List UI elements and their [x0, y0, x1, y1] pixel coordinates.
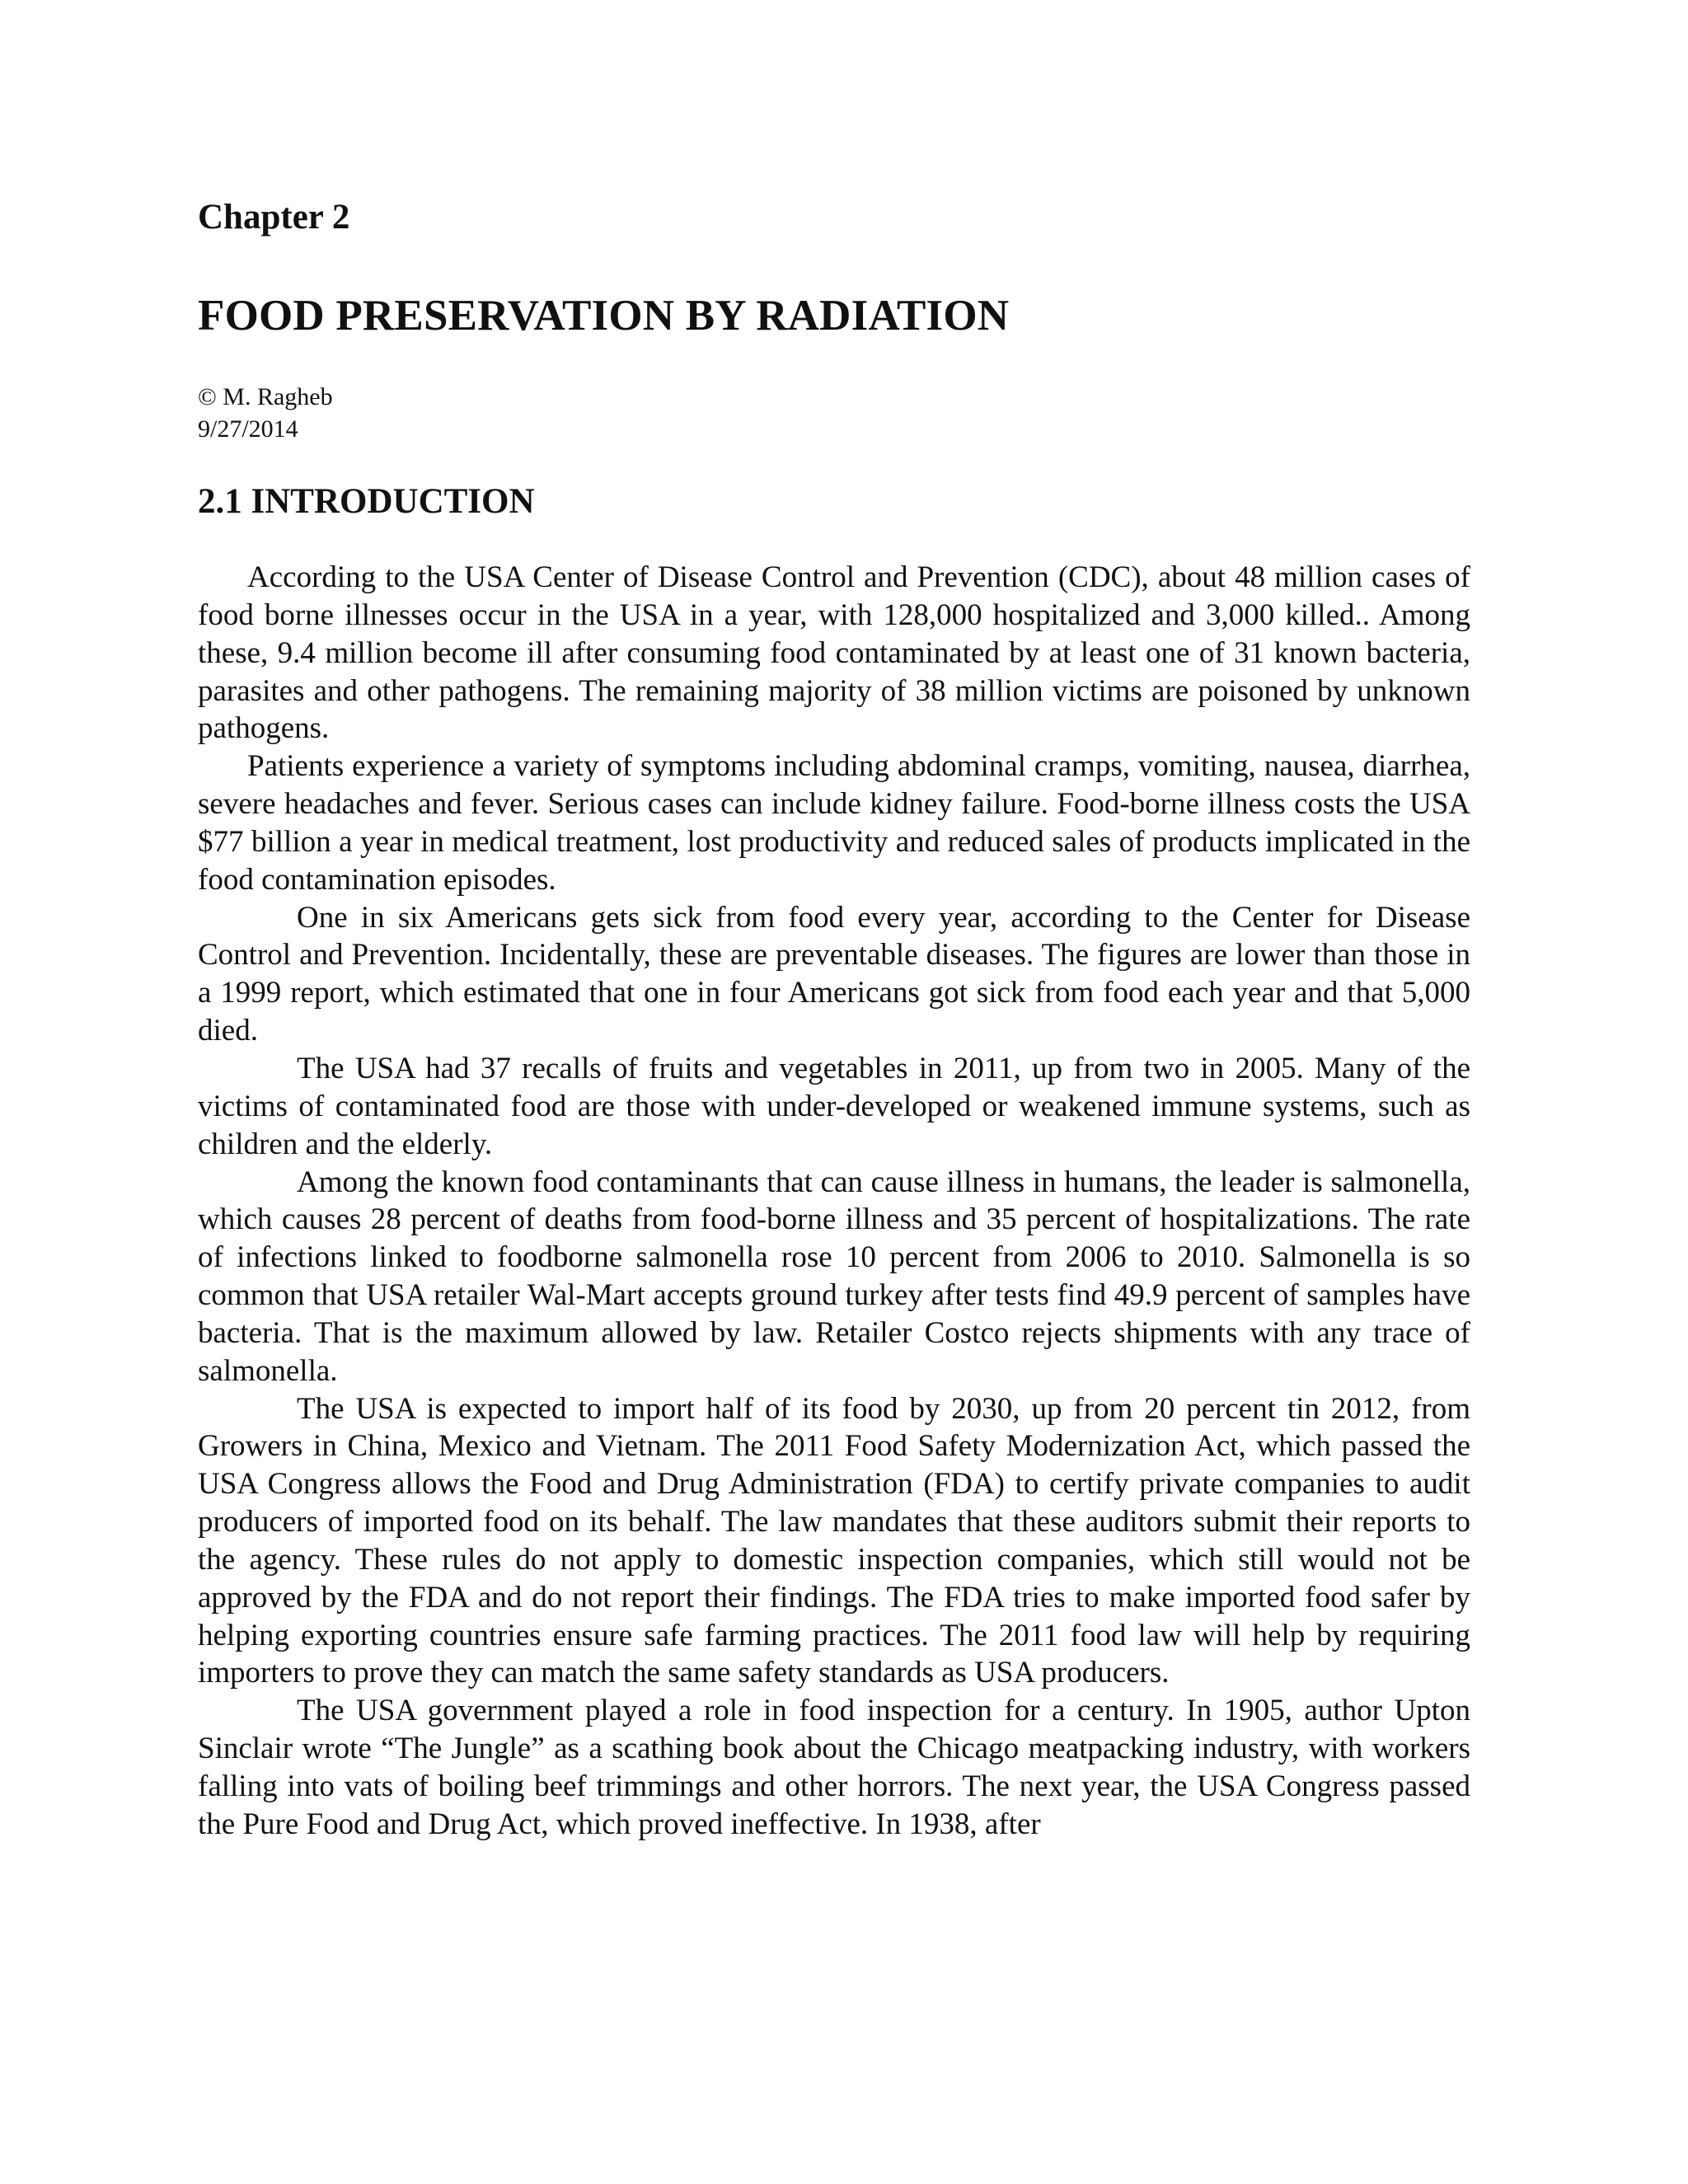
paragraph: The USA government played a role in food inspection for a century. In 1905, author Upton Sinclair wrote “The Jungle” as a scathing book about the Chicago meatpacking industry, with workers falling into vats of boiling beef trimmings and other horrors. The next year, the USA Congress passed the Pure Food and Drug Act, which proved ineffective. In 1938, after: [198, 1694, 1470, 1841]
paragraph: Among the known food contaminants that can cause illness in humans, the leader is salmonella, which causes 28 percent of deaths from food-borne illness and 35 percent of hospitalizations. The rate of infections linked to foodborne salmonella rose 10 percent from 2006 to 2010. Salmonella is so common that USA retailer Wal-Mart accepts ground turkey after tests find 49.9 percent of samples have bacteria. That is the maximum allowed by law. Retailer Costco rejects shipments with any trace of salmonella.: [198, 1165, 1470, 1388]
section-heading: 2.1 INTRODUCTION: [198, 482, 535, 521]
document-page: [198, 0, 1470, 2184]
section-body: [198, 559, 1470, 1844]
paragraph: The USA had 37 recalls of fruits and vegetables in 2011, up from two in 2005. Many of the victims of contaminated food are those with under-developed or weakened immune systems, such as children and the elderly.: [198, 1051, 1470, 1161]
paragraph: The USA is expected to import half of its food by 2030, up from 20 percent tin 2012, from Growers in China, Mexico and Vietnam. The 2011 Food Safety Modernization Act, which passed the USA Congress allows the Food and Drug Administration (FDA) to certify private companies to audit producers of imported food on its behalf. The law mandates that these auditors submit their reports to the agency. These rules do not apply to domestic inspection companies, which still would not be approved by the FDA and do not report their findings. The FDA tries to make imported food safer by helping exporting countries ensure safe farming practices. The 2011 food law will help by requiring importers to prove they can match the same safety standards as USA producers.: [198, 1391, 1470, 1690]
paragraph: According to the USA Center of Disease Control and Prevention (CDC), about 48 million cases of food borne illnesses occur in the USA in a year, with 128,000 hospitalized and 3,000 killed.. Among these, 9.4 million become ill after consuming food contaminated by at least one of 31 known bacteria, parasites and other pathogens. The remaining majority of 38 million victims are poisoned by unknown pathogens.: [198, 560, 1470, 746]
chapter-title: FOOD PRESERVATION BY RADIATION: [198, 292, 1010, 340]
chapter-label: Chapter 2: [198, 198, 350, 237]
author-meta: [198, 381, 333, 445]
copyright-line: © M. Ragheb: [198, 383, 333, 410]
paragraph: Patients experience a variety of symptoms including abdominal cramps, vomiting, nausea, diarrhea, severe headaches and fever. Serious cases can include kidney failure. Food-borne illness costs the USA $77 billion a year in medical treatment, lost productivity and reduced sales of products implicated in the food contamination episodes.: [198, 749, 1470, 897]
paragraph: One in six Americans gets sick from food every year, according to the Center for Disease Control and Prevention. Incidentally, these are preventable diseases. The figures are lower than those in a 1999 report, which estimated that one in four Americans got sick from food each year and that 5,000 died.: [198, 900, 1470, 1048]
date-line: 9/27/2014: [198, 415, 298, 443]
